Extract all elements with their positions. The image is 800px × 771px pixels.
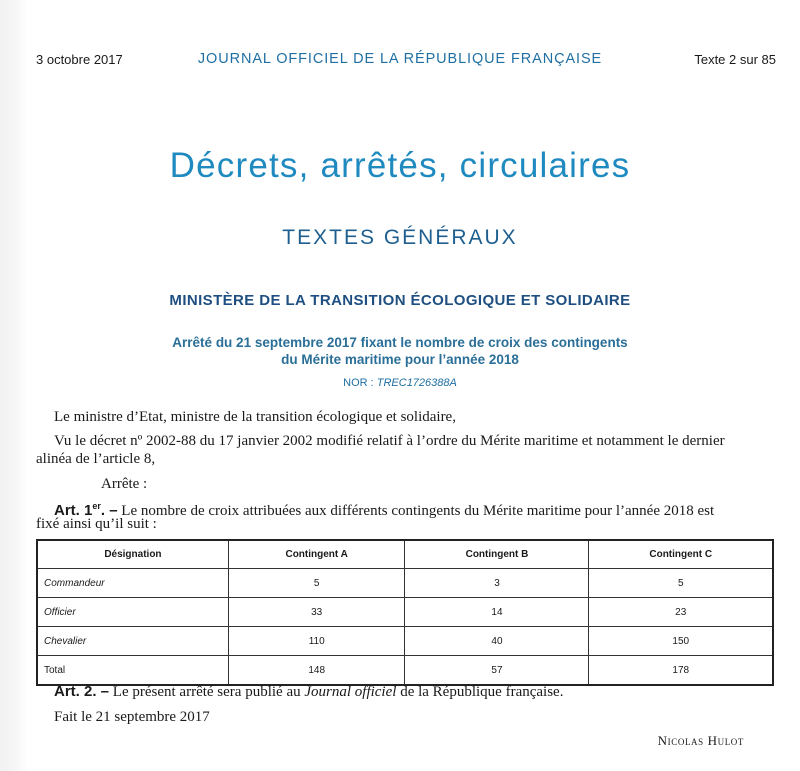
journal-officiel-italic: Journal officiel <box>304 684 397 700</box>
table-cell: 178 <box>589 656 773 686</box>
table-cell: 14 <box>405 598 589 627</box>
table-cell: 5 <box>228 569 405 598</box>
arrete-word: Arrête : <box>101 476 148 492</box>
table-cell: 110 <box>228 627 405 656</box>
article-1 <box>54 497 776 520</box>
header-date: 3 octobre 2017 <box>36 52 123 67</box>
table-header: Contingent B <box>405 540 589 569</box>
table-row <box>37 598 773 627</box>
article-2-text-a: Le présent arrêté sera publié au <box>109 684 305 700</box>
table-cell: 23 <box>589 598 773 627</box>
arrete-title-line2: du Mérite maritime pour l’année 2018 <box>281 352 519 367</box>
table-cell: 57 <box>405 656 589 686</box>
article-1-sup: er <box>92 501 101 511</box>
subsection-title: TEXTES GÉNÉRAUX <box>282 226 518 249</box>
table-cell-label: Officier <box>37 598 228 627</box>
journal-title: JOURNAL OFFICIEL DE LA RÉPUBLIQUE FRANÇAISE <box>197 51 603 67</box>
arrete-title <box>0 334 800 368</box>
vu-decret-line1: Vu le décret nº 2002-88 du 17 janvier 2002 modifié relatif à l’ordre du Mérite maritime et notamment le dernier <box>54 433 725 449</box>
table-header: Contingent C <box>589 540 773 569</box>
table-cell: 150 <box>589 627 773 656</box>
minister-paragraph: Le ministre d’Etat, ministre de la transition écologique et solidaire, <box>54 409 456 425</box>
nor-code: TREC1726388A <box>376 377 457 389</box>
article-1-text: Le nombre de croix attribuées aux différents contingents du Mérite maritime pour l’année 2018 est <box>117 503 715 519</box>
article-2-text-b: de la République française. <box>396 684 564 700</box>
table-cell: 5 <box>589 569 773 598</box>
ministry-name: MINISTÈRE DE LA TRANSITION ÉCOLOGIQUE ET SOLIDAIRE <box>169 292 631 309</box>
table-row-total <box>37 656 773 686</box>
contingents-table <box>36 539 774 686</box>
table-cell-label: Chevalier <box>37 627 228 656</box>
arrete-title-line1: Arrêté du 21 septembre 2017 fixant le nombre de croix des contingents <box>172 335 628 350</box>
table-cell: 148 <box>228 656 405 686</box>
table-cell: 33 <box>228 598 405 627</box>
table-cell-label: Total <box>37 656 228 686</box>
nor-reference <box>0 377 800 389</box>
vu-decret-line2: alinéa de l’article 8, <box>36 451 156 467</box>
table-header: Désignation <box>37 540 228 569</box>
nor-label: NOR : <box>343 377 377 389</box>
table-row <box>37 569 773 598</box>
table-row <box>37 627 773 656</box>
article-1-text-line2: fixé ainsi qu’il suit : <box>36 516 157 532</box>
article-1-dash: . – <box>100 502 118 519</box>
table-cell: 3 <box>405 569 589 598</box>
table-header: Contingent A <box>228 540 405 569</box>
fait-le: Fait le 21 septembre 2017 <box>54 709 210 725</box>
article-1-number: Art. 1 <box>54 502 93 519</box>
table-cell: 40 <box>405 627 589 656</box>
article-2 <box>54 683 563 701</box>
section-title: Décrets, arrêtés, circulaires <box>169 146 631 185</box>
table-cell-label: Commandeur <box>37 569 228 598</box>
table-header-row <box>37 540 773 569</box>
signature: Nicolas Hulot <box>657 733 744 748</box>
text-counter: Texte 2 sur 85 <box>694 52 776 67</box>
article-2-label: Art. 2. – <box>54 683 110 700</box>
